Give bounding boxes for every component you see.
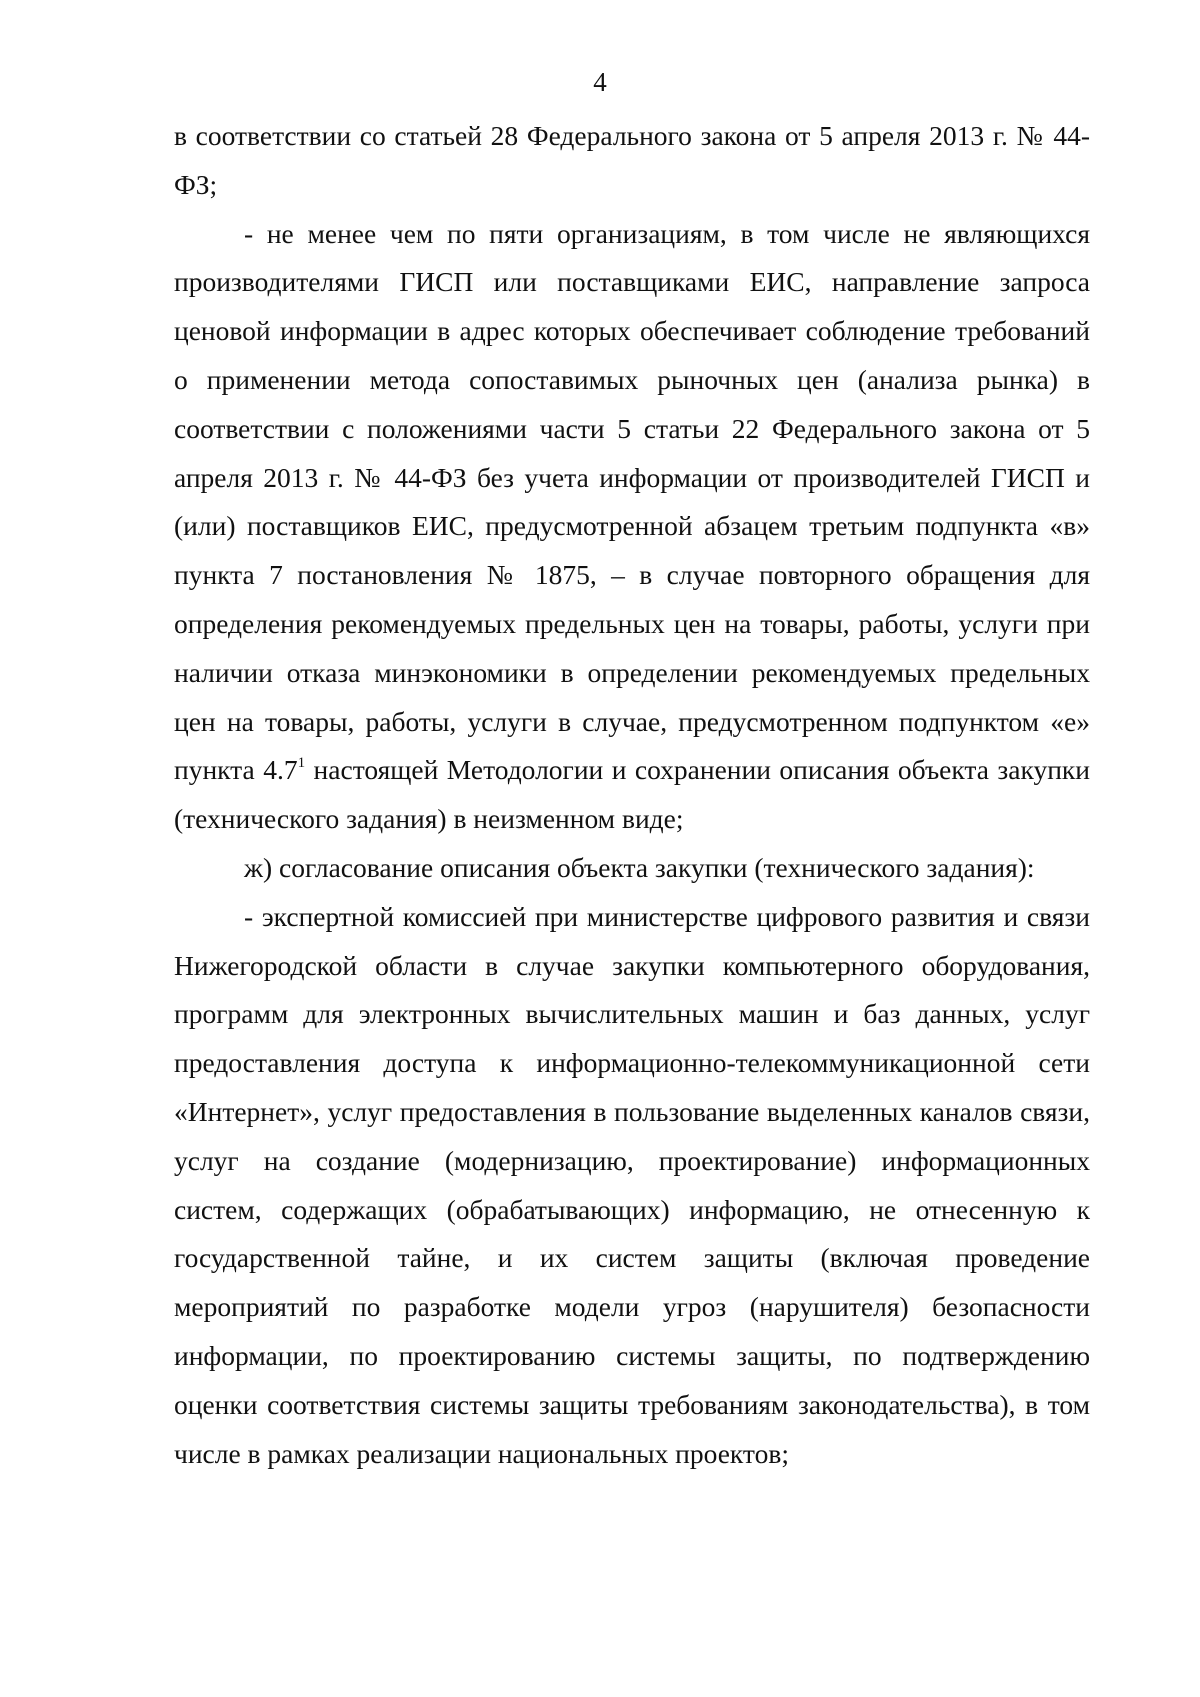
paragraph-price-request-organizations (174, 210, 1090, 844)
page-number: 4 (593, 67, 607, 97)
paragraph-law-reference: в соответствии со статьей 28 Федерального закона от 5 апреля 2013 г. № 44-ФЗ; (174, 120, 1090, 200)
document-body (174, 112, 1090, 1478)
footnote-superscript: 1 (297, 755, 306, 772)
paragraph-text-part: - не менее чем по пяти организациям, в том числе не являющихся производителями ГИСП или поставщиками ЕИС, направление запроса ценовой информации в адрес которых обеспечивает соблюдение требований о применении метода сопоставимых рыночных цен (анализа рынка) в соответствии с положениями части 5 статьи 22 Федерального закона от 5 апреля 2013 г. № 44-ФЗ без учета информации от производителей ГИСП и (или) поставщиков ЕИС, предусмотренной абзацем третьим подпункта «в» пункта 7 постановления № 1875, – в случае повторного обращения для определения рекомендуемых предельных цен на товары, работы, услуги при наличии отказа минэкономики в определении рекомендуемых предельных цен на товары, работы, услуги в случае, предусмотренном подпунктом «е» пункта 4.7 (174, 217, 1090, 786)
paragraph-item-zh: ж) согласование описания объекта закупки (технического задания): (244, 851, 1035, 883)
paragraph-expert-commission: - экспертной комиссией при министерстве цифрового развития и связи Нижегородской области в случае закупки компьютерного оборудования, программ для электронных вычислительных машин и баз данных, услуг предоставления доступа к информационно-телекоммуникационной сети «Интернет», услуг предоставления в пользование выделенных каналов связи, услуг на создание (модернизацию, проектирование) информационных систем, содержащих (обрабатывающих) информацию, не отнесенную к государственной тайне, и их систем защиты (включая проведение мероприятий по разработке модели угроз (нарушителя) безопасности информации, по проектированию системы защиты, по подтверждению оценки соответствия системы защиты требованиям законодательства), в том числе в рамках реализации национальных проектов; (174, 900, 1090, 1469)
paragraph-text-part: настоящей Методологии и сохранении описания объекта закупки (технического задания) в неизменном виде; (174, 754, 1090, 835)
